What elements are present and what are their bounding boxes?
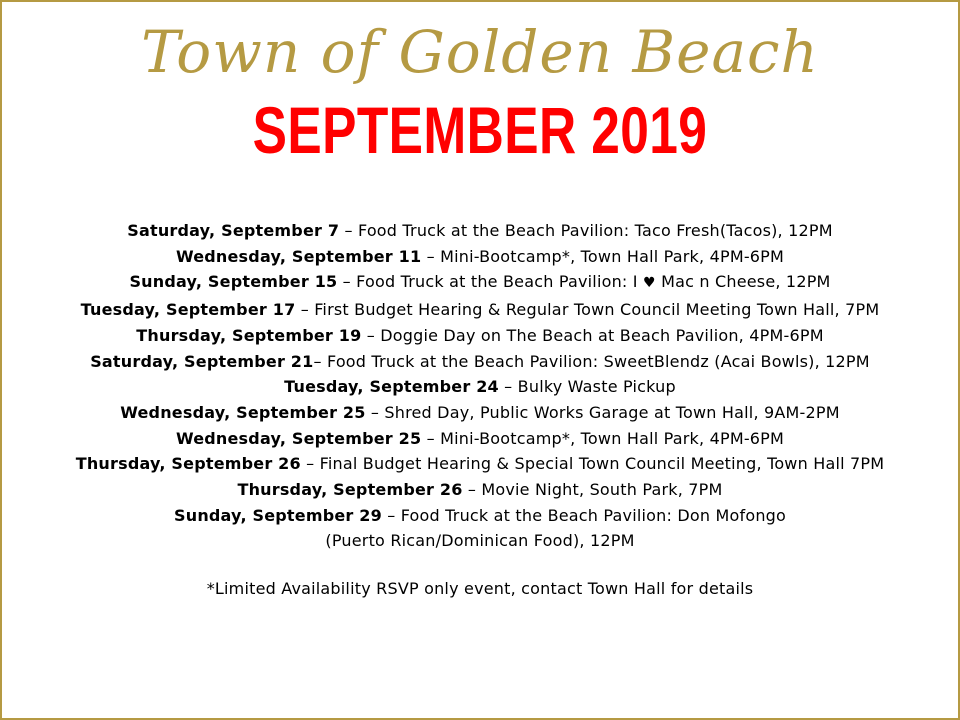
event-date: Wednesday, September 25 [120,402,366,422]
event-item [2,269,958,297]
event-item [2,349,958,375]
event-item [2,426,958,452]
event-item [2,503,958,529]
event-separator: – [361,325,381,345]
event-date: Saturday, September 21 [90,351,314,371]
event-separator: – [462,480,482,500]
event-description: Food Truck at the Beach Pavilion: Don Mofongo [400,505,786,525]
event-date: Thursday, September 19 [136,325,362,345]
event-item [2,477,958,503]
event-date: Sunday, September 15 [129,272,338,292]
event-description: First Budget Hearing & Regular Town Council Meeting Town Hall, 7PM [314,300,880,320]
event-description: Mini-Bootcamp*, Town Hall Park, 4PM-6PM [440,246,785,266]
event-description: Food Truck at the Beach Pavilion: SweetBlendz (Acai Bowls), 12PM [326,351,870,371]
event-date: Wednesday, September 25 [175,428,422,448]
event-separator: – [381,505,401,525]
event-item [2,400,958,426]
event-item [2,244,958,270]
event-separator: – [421,246,441,266]
event-separator: – [300,454,320,474]
event-separator: – [498,377,518,397]
month-title: SEPTEMBER 2019 [252,93,708,167]
event-date: Thursday, September 26 [237,480,463,500]
town-name-title: Town of Golden Beach [141,18,819,86]
event-item [2,323,958,349]
event-item [2,297,958,323]
event-item [2,374,958,400]
event-separator: – [295,300,315,320]
event-description: Doggie Day on The Beach at Beach Pavilion, 4PM-6PM [380,325,824,345]
event-description: Food Truck at the Beach Pavilion: Taco Fresh(Tacos), 12PM [357,221,833,240]
event-date: Sunday, September 29 [174,505,382,525]
event-separator: – [421,428,441,448]
event-date: Saturday, September 7 [127,221,340,240]
event-description: Mini-Bootcamp*, Town Hall Park, 4PM-6PM [440,428,785,448]
event-description: Final Budget Hearing & Special Town Council Meeting, Town Hall 7PM [319,454,885,474]
event-separator: – [365,402,385,422]
event-item [2,451,958,477]
event-date: Wednesday, September 11 [175,246,422,266]
event-description: Mac n Cheese, 12PM [655,272,831,292]
event-description: Shred Day, Public Works Garage at Town Hall, 9AM-2PM [384,402,840,422]
event-list [2,218,958,554]
heart-icon: ♥ [643,275,656,292]
event-separator: – [313,351,327,371]
event-item [2,218,958,244]
event-separator: – [339,221,358,240]
event-continuation-line [2,528,958,554]
event-description: Movie Night, South Park, 7PM [481,480,723,500]
event-separator: – [337,272,357,292]
rsvp-footnote: *Limited Availability RSVP only event, contact Town Hall for details [206,579,754,598]
event-description: Food Truck at the Beach Pavilion: I [356,272,644,292]
event-date: Thursday, September 26 [75,454,301,474]
event-description-continuation: (Puerto Rican/Dominican Food), 12PM [325,531,635,551]
event-description: Bulky Waste Pickup [517,377,676,397]
event-date: Tuesday, September 17 [80,300,296,320]
event-date: Tuesday, September 24 [284,377,499,397]
